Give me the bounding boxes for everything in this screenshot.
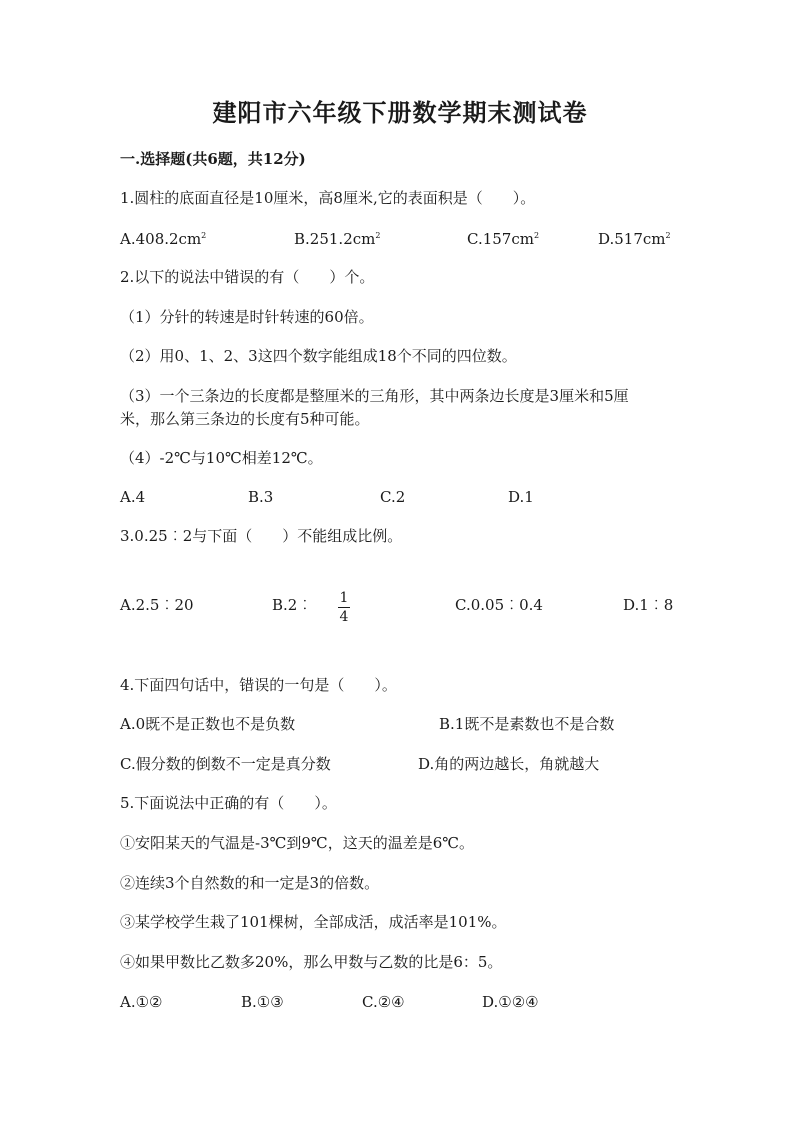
question-4-option-a: A.0既不是正数也不是负数 [120,715,296,733]
question-1-option-c: $C.157cm^2$ [467,230,540,248]
question-2-statement-2: （2）用0、1、2、3这四个数字能组成18个不同的四位数。 [120,347,517,365]
question-5-option-c: C.②④ [362,993,405,1011]
question-2-statement-3-line-2: 米，那么第三条边的长度有5种可能。 [120,410,370,428]
question-3-option-a: A.2.5︰20 [120,596,194,614]
question-2-option-c: C.2 [380,488,406,506]
question-2-statement-4: （4）-2℃与10℃相差12℃。 [120,449,323,467]
question-4-option-b: B.1既不是素数也不是合数 [439,715,615,733]
question-5-option-b: B.①③ [241,993,284,1011]
question-1-option-d: $D.517cm^2$ [598,230,671,248]
question-2-statement-1: （1）分针的转速是时针转速的60倍。 [120,308,374,326]
question-5-stem: 5.下面说法中正确的有（ ）。 [120,794,337,812]
question-5-statement-1: ①安阳某天的气温是-3℃到9℃，这天的温差是6℃。 [120,834,475,852]
question-2-option-a: A.4 [120,488,146,506]
question-3-stem: 3.0.25︰2与下面（ ）不能组成比例。 [120,527,403,545]
question-5-option-d: D.①②④ [482,993,539,1011]
fraction-bar [338,607,350,608]
question-3-option-c: C.0.05︰0.4 [455,596,543,614]
question-5-statement-3: ③某学校学生栽了101棵树，全部成活，成活率是101%。 [120,913,507,931]
question-1-stem: 1.圆柱的底面直径是10厘米，高8厘米,它的表面积是（ ）。 [120,189,536,207]
question-5-statement-4: ④如果甲数比乙数多20%，那么甲数与乙数的比是6：5。 [120,953,503,971]
question-3-option-d: D.1︰8 [623,596,674,614]
question-5-option-a: A.①② [120,993,163,1011]
question-4-option-d: D.角的两边越长，角就越大 [418,755,600,773]
question-3-option-b: B.2︰ [272,596,313,614]
section-heading: 一.选择题(共6题，共12分) [120,150,306,168]
question-1-option-b: $B.251.2cm^2$ [294,230,381,248]
question-2-statement-3-line-1: （3）一个三条边的长度都是整厘米的三角形，其中两条边长度是3厘米和5厘 [120,387,629,405]
question-3-option-b-fraction [338,590,350,625]
page-title: 建阳市六年级下册数学期末测试卷 [212,98,588,127]
fraction-denominator: 4 [339,609,349,625]
question-4-stem: 4.下面四句话中，错误的一句是（ ）。 [120,676,397,694]
question-4-option-c: C.假分数的倒数不一定是真分数 [120,755,331,773]
question-2-option-d: D.1 [508,488,534,506]
question-2-option-b: B.3 [248,488,274,506]
question-2-stem: 2.以下的说法中错误的有（ ）个。 [120,268,375,286]
fraction-numerator: 1 [339,590,349,606]
question-1-option-a: $A.408.2cm^2$ [120,230,207,248]
question-5-statement-2: ②连续3个自然数的和一定是3的倍数。 [120,874,380,892]
